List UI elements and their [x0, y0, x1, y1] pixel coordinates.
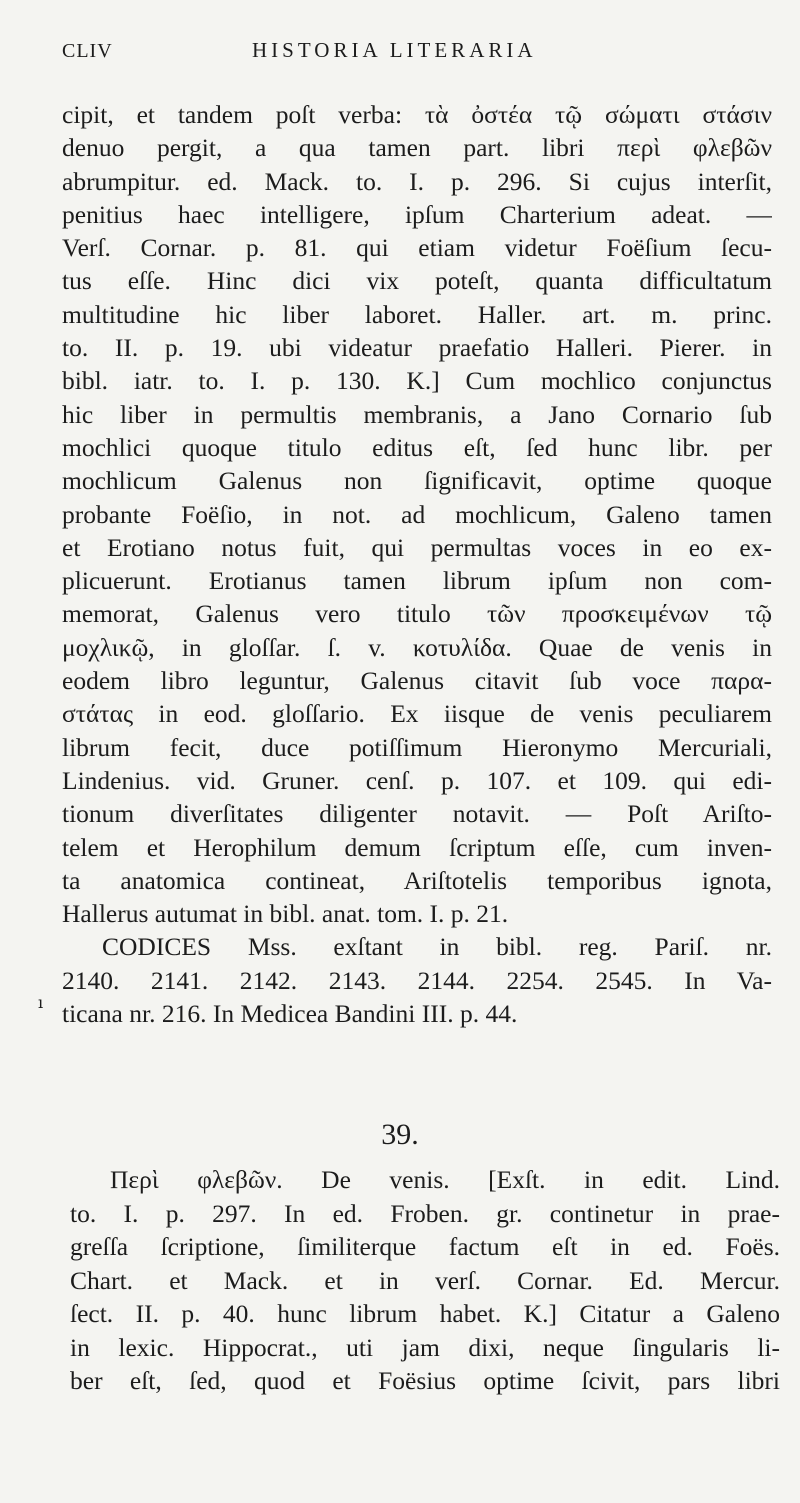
text-line: to. II. p. 19. ubi videatur praefatio Halleri. Pierer. in [62, 333, 772, 363]
text-line: librum fecit, duce potiſſimum Hieronymo Mercuriali, [62, 732, 772, 762]
section-line: greſſa ſcriptione, ſimiliterque factum eſt in ed. Foës. [70, 1232, 780, 1261]
text-line: στάτας in eod. gloſſario. Ex iisque de venis peculiarem [62, 699, 772, 729]
text-line: probante Foëſio, in not. ad mochlicum, Galeno tamen [62, 499, 772, 529]
section-line: ber eſt, ſed, quod et Foësius optime ſcivit, pars libri [70, 1366, 780, 1395]
text-line: ta anatomica contineat, Ariſtotelis temporibus ignota, [62, 865, 772, 895]
text-line: mochlicum Galenus non ſignificavit, optime quoque [62, 466, 772, 496]
text-line: et Erotiano notus fuit, qui permultas voces in eo ex- [62, 532, 772, 562]
running-title: HISTORIA LITERARIA [252, 38, 537, 62]
text-line: Lindenius. vid. Gruner. cenſ. p. 107. et 109. qui edi- [62, 765, 772, 795]
text-line: abrumpitur. ed. Mack. to. I. p. 296. Si cujus interſit, [62, 166, 772, 196]
text-line: telem et Herophilum demum ſcriptum eſſe, cum inven- [62, 832, 772, 862]
text-line: eodem libro leguntur, Galenus citavit ſub voce παρα- [62, 666, 772, 696]
margin-mark: ı [38, 993, 44, 1012]
text-line: tus eſſe. Hinc dici vix poteſt, quanta difficultatum [62, 266, 772, 296]
text-line: μοχλικῷ, in gloſſar. ſ. v. κοτυλίδα. Quae de venis in [62, 632, 772, 662]
text-line: bibl. iatr. to. I. p. 130. K.] Cum mochlico conjunctus [62, 366, 772, 396]
text-line: Hallerus autumat in bibl. anat. tom. I. p. 21. [62, 899, 509, 929]
text-line: mochlici quoque titulo editus eſt, ſed hunc libr. per [62, 432, 772, 462]
text-line: hic liber in permultis membranis, a Jano Cornario ſub [62, 399, 772, 429]
section-text-block [70, 1163, 780, 1398]
page-header [62, 36, 760, 66]
section-line: Περὶ φλεβῶν. De venis. [Exſt. in edit. Lind. [110, 1165, 780, 1194]
page-number: CLIV [62, 40, 113, 62]
section-number: 39. [381, 1118, 419, 1151]
section-line: to. I. p. 297. In ed. Froben. gr. continetur in prae- [70, 1198, 780, 1228]
text-line: Verſ. Cornar. p. 81. qui etiam videtur Foëſium ſecu- [62, 233, 772, 263]
codices-line: ticana nr. 216. In Medicea Bandini III. p. 44. [62, 999, 518, 1029]
text-line: denuo pergit, a qua tamen part. libri περὶ φλεβῶν [62, 133, 772, 163]
section-line: in lexic. Hippocrat., uti jam dixi, neque ſingularis li- [70, 1332, 780, 1362]
section-line: ſect. II. p. 40. hunc librum habet. K.] Citatur a Galeno [70, 1299, 780, 1328]
text-line: cipit, et tandem poſt verba: τὰ ὀστέα τῷ σώματι στάσιν [62, 100, 772, 129]
text-line: tionum diverſitates diligenter notavit. — Poſt Ariſto- [62, 799, 772, 829]
codices-line: 2140. 2141. 2142. 2143. 2144. 2254. 2545. In Va- [62, 965, 772, 995]
text-line: penitius haec intelligere, ipſum Charterium adeat. — [62, 199, 772, 229]
text-line: memorat, Galenus vero titulo τῶν προσκειμένων τῷ [62, 599, 772, 629]
main-text-block [62, 98, 772, 1030]
text-line: multitudine hic liber laboret. Haller. art. m. princ. [62, 299, 772, 329]
text-line: plicuerunt. Erotianus tamen librum ipſum non com- [62, 566, 772, 596]
codices-line: CODICES Mss. exſtant in bibl. reg. Pariſ. nr. [102, 932, 772, 962]
section-line: Chart. et Mack. et in verſ. Cornar. Ed. Mercur. [70, 1265, 780, 1295]
